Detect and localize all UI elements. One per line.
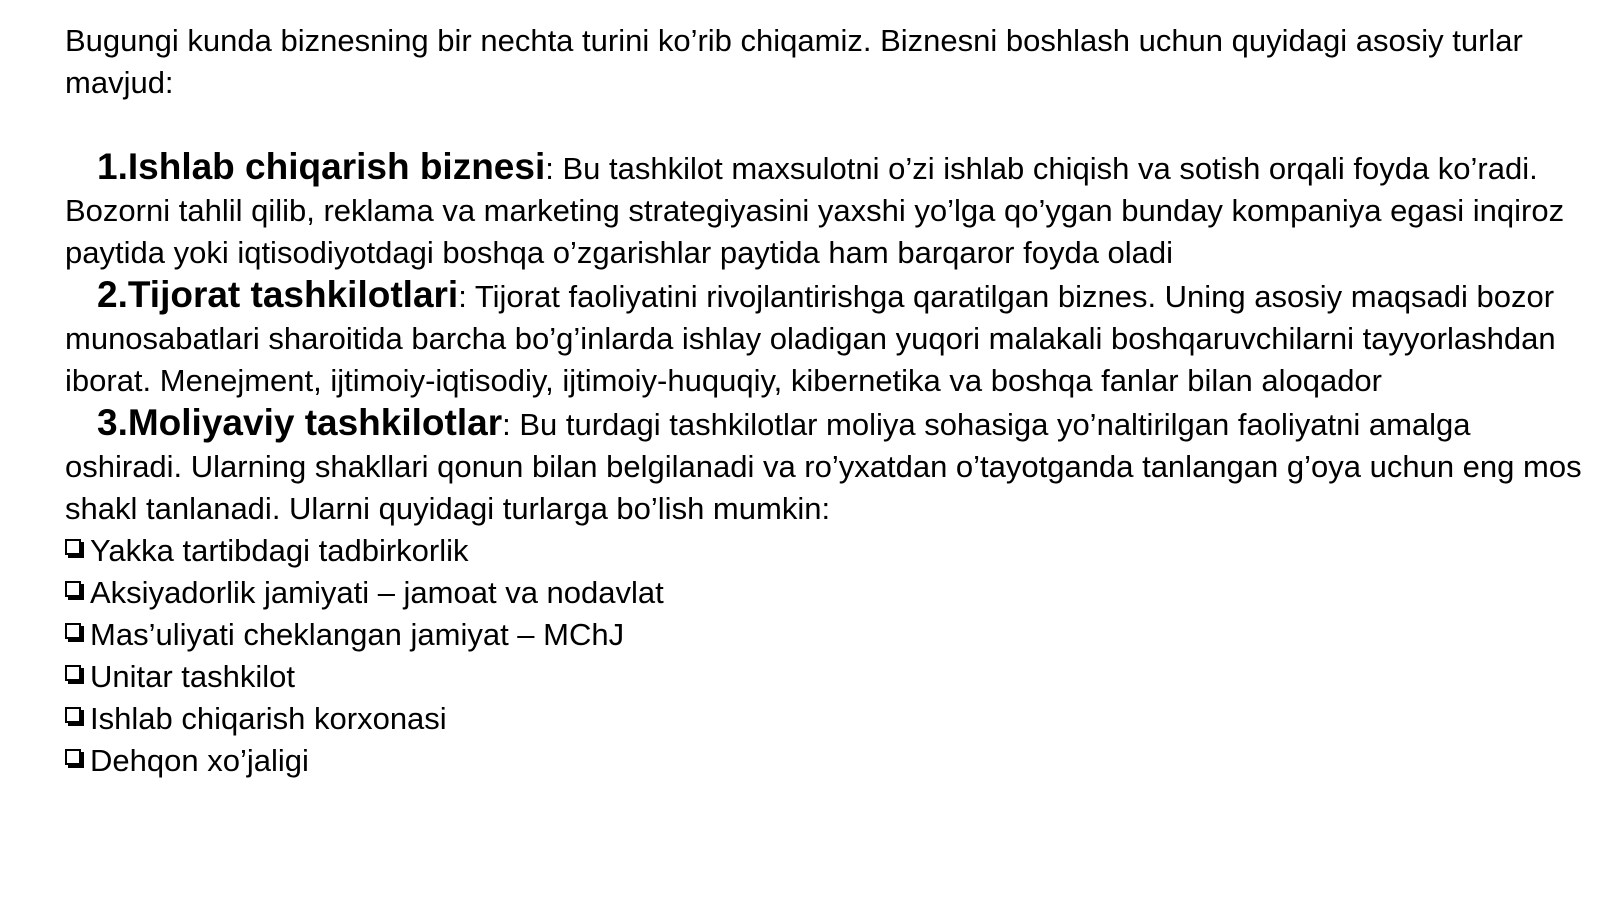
section-heading: 1.Ishlab chiqarish biznesi: [97, 146, 546, 187]
section-text: : Bu tashkilot maxsulotni o’zi ishlab chiqish va sotish orqali foyda ko’radi. Bozorni tahlil qilib, reklama va marketing strategiyasini yaxshi yo’lga qo’ygan bunday kompaniya egasi inqiroz paytida yoki iqtisodiyotdagi boshqa o’zgarishlar paytida ham barqaror foyda oladi: [65, 151, 1565, 270]
list-item: [65, 572, 1595, 614]
list-item-label: Unitar tashkilot: [90, 659, 296, 694]
section-text: : Tijorat faoliyatini rivojlantirishga qaratilgan biznes. Uning asosiy maqsadi bozor munosabatlari sharoitida barcha bo’g’inlarda ishlay oladigan yuqori malakali boshqaruvchilarni tayyorlashdan iborat. Menejment, ijtimoiy-iqtisodiy, ijtimoiy-huquqiy, kibernetika va boshqa fanlar bilan aloqador: [65, 279, 1556, 398]
list-item-label: Aksiyadorlik jamiyati – jamoat va nodavlat: [90, 575, 664, 610]
list-item: [65, 698, 1595, 740]
organization-types-list: [65, 530, 1595, 782]
section-commercial: [65, 274, 1595, 402]
section-text: : Bu turdagi tashkilotlar moliya sohasiga yo’naltirilgan faoliyatni amalga oshiradi. Ularning shakllari qonun bilan belgilanadi va ro’yxatdan o’tayotganda tanlangan g’oya uchun eng mos shakl tanlanadi. Ularni quyidagi turlarga bo’lish mumkin:: [65, 407, 1582, 526]
list-item: [65, 614, 1595, 656]
checkbox-bullet-icon: [65, 623, 84, 642]
checkbox-bullet-icon: [65, 665, 84, 684]
checkbox-bullet-icon: [65, 749, 84, 768]
section-heading: 2.Tijorat tashkilotlari: [97, 274, 459, 315]
list-item-label: Mas’uliyati cheklangan jamiyat – MChJ: [90, 617, 625, 652]
checkbox-bullet-icon: [65, 539, 84, 558]
section-financial: [65, 402, 1595, 530]
list-item-label: Yakka tartibdagi tadbirkorlik: [90, 533, 469, 568]
section-heading: 3.Moliyaviy tashkilotlar: [97, 402, 503, 443]
checkbox-bullet-icon: [65, 581, 84, 600]
checkbox-bullet-icon: [65, 707, 84, 726]
list-item: [65, 740, 1595, 782]
intro-paragraph: Bugungi kunda biznesning bir nechta turini ko’rib chiqamiz. Biznesni boshlash uchun quyidagi asosiy turlar mavjud:: [65, 23, 1523, 100]
list-item-label: Ishlab chiqarish korxonasi: [90, 701, 447, 736]
list-item: [65, 530, 1595, 572]
slide-content: [65, 20, 1595, 782]
section-manufacturing: [65, 146, 1595, 274]
list-item: [65, 656, 1595, 698]
list-item-label: Dehqon xo’jaligi: [90, 743, 309, 778]
